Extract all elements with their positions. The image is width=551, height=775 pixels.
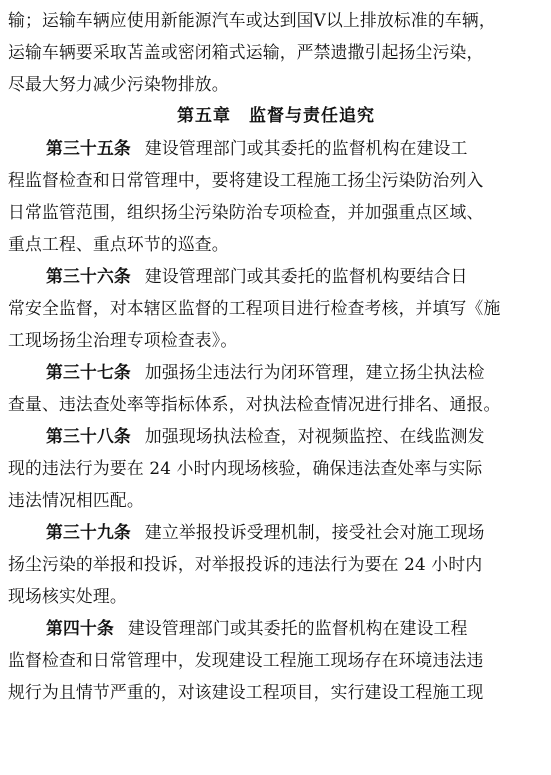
text-line: 现的违法行为要在 24 小时内现场核验，确保违法查处率与实际 xyxy=(8,458,483,478)
article-first-line xyxy=(8,260,544,292)
article-label: 第三十六条 xyxy=(46,266,131,286)
text-line: 现场核实处理。 xyxy=(8,586,127,606)
text-line: 程监督检查和日常管理中，要将建设工程施工扬尘污染防治列入 xyxy=(8,170,484,190)
article-first-line xyxy=(8,356,544,388)
document-page xyxy=(8,4,544,708)
article-first-line xyxy=(8,516,544,548)
article-text: 建设管理部门或其委托的监督机构在建设工 xyxy=(144,138,468,158)
article-first-line xyxy=(8,420,544,452)
text-line: 监督检查和日常管理中，发现建设工程施工现场存在环境违法违 xyxy=(8,650,484,670)
article-text: 建设管理部门或其委托的监督机构要结合日 xyxy=(144,266,468,286)
chapter-heading: 第五章 监督与责任追究 xyxy=(177,106,375,126)
text-line: 常安全监督，对本辖区监督的工程项目进行检查考核，并填写《施 xyxy=(8,298,501,318)
text-line: 日常监管范围，组织扬尘污染防治专项检查，并加强重点区域、 xyxy=(8,202,484,222)
article-label: 第三十五条 xyxy=(46,138,131,158)
article-label: 第三十九条 xyxy=(46,522,131,542)
article-text: 建立举报投诉受理机制，接受社会对施工现场 xyxy=(144,522,485,542)
text-line: 输；运输车辆应使用新能源汽车或达到国Ⅴ以上排放标准的车辆， xyxy=(8,10,496,30)
text-line: 工现场扬尘治理专项检查表》。 xyxy=(8,330,238,350)
article-text: 建设管理部门或其委托的监督机构在建设工程 xyxy=(127,618,468,638)
article-first-line xyxy=(8,132,544,164)
text-line: 查量、违法查处率等指标体系，对执法检查情况进行排名、通报。 xyxy=(8,394,501,414)
text-line: 违法情况相匹配。 xyxy=(8,490,144,510)
text-line: 尽最大努力减少污染物排放。 xyxy=(8,74,229,94)
text-line: 规行为且情节严重的，对该建设工程项目，实行建设工程施工现 xyxy=(8,682,484,702)
article-text: 加强扬尘违法行为闭环管理，建立扬尘执法检 xyxy=(144,362,485,382)
article-label: 第三十八条 xyxy=(46,426,131,446)
article-text: 加强现场执法检查，对视频监控、在线监测发 xyxy=(144,426,485,446)
text-line: 扬尘污染的举报和投诉，对举报投诉的违法行为要在 24 小时内 xyxy=(8,554,483,574)
article-label: 第三十七条 xyxy=(46,362,131,382)
article-first-line xyxy=(8,612,544,644)
text-line: 运输车辆要采取苫盖或密闭箱式运输，严禁遗撒引起扬尘污染， xyxy=(8,42,484,62)
article-label: 第四十条 xyxy=(46,618,114,638)
text-line: 重点工程、重点环节的巡查。 xyxy=(8,234,229,254)
